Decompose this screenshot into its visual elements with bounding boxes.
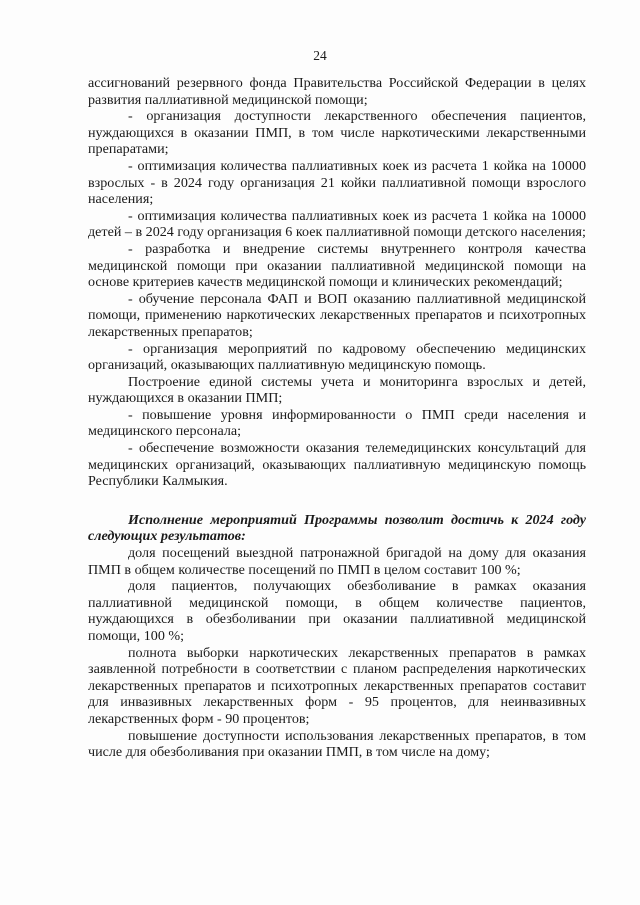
document-body	[88, 75, 586, 761]
list-item-staff-training: - обучение персонала ФАП и ВОП оказанию паллиативной медицинской помощи, применению наркотических лекарственных препаратов и психотропных лекарственных препаратов;	[88, 290, 586, 340]
list-item-child-beds: - оптимизация количества паллиативных коек из расчета 1 койка на 10000 детей – в 2024 году организация 6 коек паллиативной помощи детского населения;	[88, 207, 586, 241]
list-item-staffing: - организация мероприятий по кадровому обеспечению медицинских организаций, оказывающих паллиативную медицинскую помощь.	[88, 340, 586, 374]
result-item-pain-relief: доля пациентов, получающих обезболивание в рамках оказания паллиативной медицинской помощи, в общем количестве пациентов, нуждающихся в обезболивании при оказании паллиативной медицинской помощи, 100 %;	[88, 578, 586, 644]
list-item-quality-control: - разработка и внедрение системы внутреннего контроля качества медицинской помощи при оказании паллиативной медицинской помощи на основе критериев качеств медицинской помощи и клинических рекомендаций;	[88, 240, 586, 291]
list-item-telemedicine: - обеспечение возможности оказания телемедицинских консультаций для медицинских организаций, оказывающих паллиативную медицинскую помощь Республики Калмыкия.	[88, 440, 586, 490]
result-item-narcotic-selection: полнота выборки наркотических лекарственных препаратов в рамках заявленной потребности в соответствии с планом распределения наркотических лекарственных препаратов и психотропных лекарственных препаратов составит для инвазивных лекарственных форм - 95 процентов, для неинвазивных лекарственных форм - 90 процентов;	[88, 644, 586, 727]
paragraph-monitoring-system: Построение единой системы учета и мониторинга взрослых и детей, нуждающихся в оказании ПМП;	[88, 373, 586, 407]
list-item-awareness: - повышение уровня информированности о ПМП среди населения и медицинского персонала;	[88, 406, 586, 440]
list-item-drug-access: - организация доступности лекарственного обеспечения пациентов, нуждающихся в оказании ПМП, в том числе наркотическими лекарственными препаратами;	[88, 108, 586, 158]
paragraph-continuation: ассигнований резервного фонда Правительства Российской Федерации в целях развития паллиативной медицинской помощи;	[88, 75, 586, 108]
results-heading: Исполнение мероприятий Программы позволит достичь к 2024 году следующих результатов:	[88, 511, 586, 545]
result-item-drug-availability: повышение доступности использования лекарственных препаратов, в том числе для обезболивания при оказании ПМП, в том числе на дому;	[88, 727, 586, 761]
page-number: 24	[313, 48, 327, 63]
result-item-home-visits: доля посещений выездной патронажной бригадой на дому для оказания ПМП в общем количестве посещений по ПМП в целом составит 100 %;	[88, 545, 586, 578]
list-item-adult-beds: - оптимизация количества паллиативных коек из расчета 1 койка на 10000 взрослых - в 2024 году организация 21 койки паллиативной помощи взрослого населения;	[88, 157, 586, 208]
